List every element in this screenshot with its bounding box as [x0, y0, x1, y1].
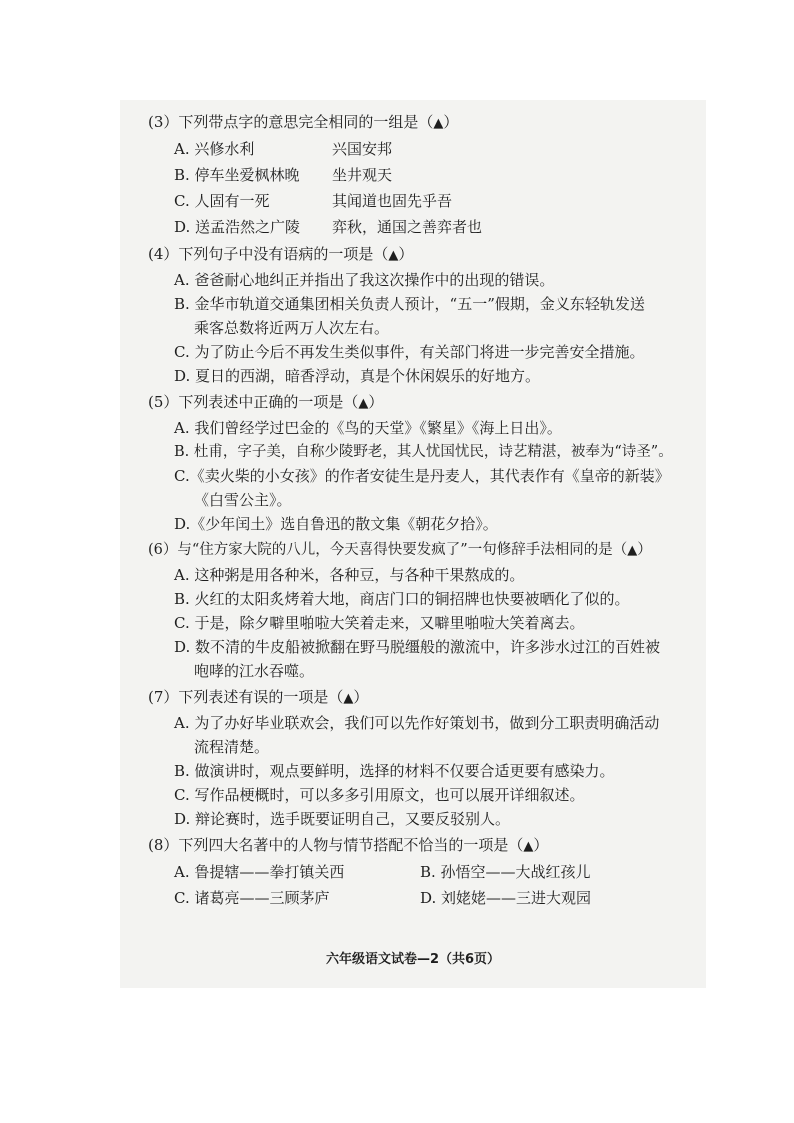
option-right: 弈秋，通国之善弈者也 — [332, 218, 483, 236]
stem-close: ） — [353, 688, 369, 706]
answer-mark: ▲ — [627, 543, 638, 558]
q5-option-c: C.《卖火柴的小女孩》的作者安徒生是丹麦人，其代表作有《皇帝的新装》 — [174, 467, 670, 485]
q5-option-a: A. 我们曾经学过巴金的《鸟的天堂》《繁星》《海上日出》。 — [174, 419, 562, 437]
q6-option-b: B. 火红的太阳炙烤着大地，商店门口的铜招牌也快要被晒化了似的。 — [174, 590, 630, 608]
stem-text: (6）与“住方家大院的八儿，今天喜得快要发疯了”一句修辞手法相同的是（ — [148, 542, 628, 558]
q4-option-b-cont: 乘客总数将近两万人次左右。 — [194, 319, 390, 337]
q8-options-row-1 — [148, 859, 700, 885]
q6-option-c: C. 于是，除夕噼里啪啦大笑着走来，又噼里啪啦大笑着离去。 — [174, 614, 585, 632]
q3-option-c — [148, 188, 700, 214]
q7-option-a: A. 为了办好毕业联欢会，我们可以先作好策划书，做到分工职责明确活动 — [174, 714, 660, 732]
q3-option-d — [148, 214, 700, 240]
option-right: 坐井观天 — [332, 166, 393, 184]
q4-option-b: B. 金华市轨道交通集团相关负责人预计，“五一”假期，金义东轻轨发送 — [174, 295, 645, 313]
question-6-stem — [148, 538, 700, 563]
stem-close: ） — [443, 113, 459, 131]
exam-page — [120, 100, 706, 988]
q6-option-d-cont: 咆哮的江水吞噬。 — [194, 662, 315, 680]
option-left: C. 人固有一死 — [174, 192, 270, 210]
q4-option-c: C. 为了防止今后不再发生类似事件，有关部门将进一步完善安全措施。 — [174, 343, 645, 361]
q8-option-d: D. 刘姥姥——三进大观园 — [420, 889, 592, 907]
q8-option-a: A. 鲁提辖——拳打镇关西 — [174, 863, 345, 881]
q6-option-d: D. 数不清的牛皮船被掀翻在野马脱缰般的激流中，许多涉水过江的百姓被 — [174, 638, 661, 656]
stem-close: ） — [533, 836, 549, 854]
stem-text: (3）下列带点字的意思完全相同的一组是（ — [148, 113, 434, 131]
answer-mark: ▲ — [523, 839, 534, 854]
q7-option-a-cont: 流程清楚。 — [194, 738, 270, 756]
stem-text: (4）下列句子中没有语病的一项是（ — [148, 245, 389, 263]
question-3-stem — [148, 110, 700, 136]
answer-mark: ▲ — [433, 116, 444, 131]
page-footer: 六年级语文试卷—2（共6页） — [325, 952, 501, 967]
q4-option-d: D. 夏日的西湖，暗香浮动，真是个休闲娱乐的好地方。 — [174, 367, 541, 385]
q6-option-a: A. 这种粥是用各种米，各种豆，与各种干果熬成的。 — [174, 566, 525, 584]
answer-mark: ▲ — [388, 248, 399, 263]
stem-close: ） — [637, 542, 652, 558]
stem-text: (8）下列四大名著中的人物与情节搭配不恰当的一项是（ — [148, 836, 524, 854]
stem-close: ） — [398, 245, 414, 263]
option-right: 其闻道也固先乎吾 — [332, 192, 453, 210]
q5-option-d: D.《少年闰土》选自鲁迅的散文集《朝花夕拾》。 — [174, 515, 498, 533]
q4-option-a: A. 爸爸耐心地纠正并指出了我这次操作中的出现的错误。 — [174, 271, 555, 289]
questions — [148, 108, 700, 911]
option-right: 兴国安邦 — [332, 140, 393, 158]
q3-option-b — [148, 162, 700, 188]
q8-option-c: C. 诸葛亮——三顾茅庐 — [174, 889, 330, 907]
answer-mark: ▲ — [343, 691, 354, 706]
q5-option-b: B. 杜甫，字子美，自称少陵野老，其人忧国忧民，诗艺精湛，被奉为“诗圣”。 — [174, 444, 673, 460]
q5-option-c-cont: 《白雪公主》。 — [194, 491, 292, 509]
option-left: A. 兴修水利 — [174, 140, 255, 158]
question-7-stem — [148, 685, 700, 711]
option-left: D. 送孟浩然之广陵 — [174, 218, 301, 236]
question-4-stem — [148, 242, 700, 268]
option-left: B. 停车坐爱枫林晚 — [174, 166, 300, 184]
answer-mark: ▲ — [358, 396, 369, 411]
q3-option-a — [148, 136, 700, 162]
stem-text: (5）下列表述中正确的一项是（ — [148, 393, 359, 411]
q8-option-b: B. 孙悟空——大战红孩儿 — [420, 863, 591, 881]
stem-text: (7）下列表述有误的一项是（ — [148, 688, 344, 706]
stem-close: ） — [368, 393, 384, 411]
question-8-stem — [148, 833, 700, 859]
question-5-stem — [148, 390, 700, 416]
q8-options-row-2 — [148, 885, 700, 911]
q7-option-d: D. 辩论赛时，选手既要证明自己，又要反驳别人。 — [174, 810, 511, 828]
q7-option-b: B. 做演讲时，观点要鲜明，选择的材料不仅要合适更要有感染力。 — [174, 762, 615, 780]
q7-option-c: C. 写作品梗概时，可以多多引用原文，也可以展开详细叙述。 — [174, 786, 585, 804]
